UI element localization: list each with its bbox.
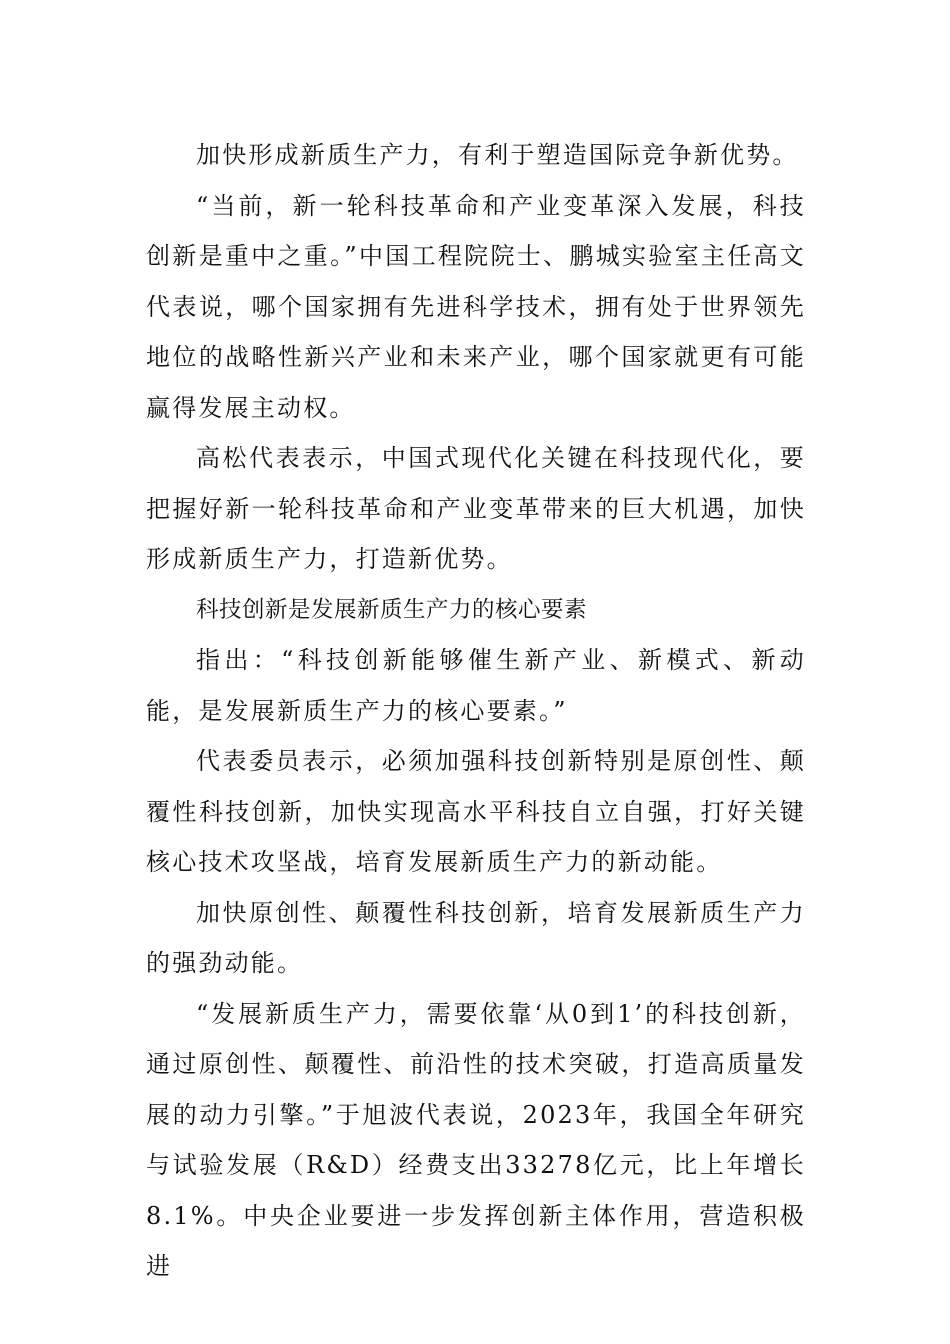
section-heading: 科技创新是发展新质生产力的核心要素 <box>196 596 588 623</box>
paragraph-gao-song-statement: 高松代表表示，中国式现代化关键在科技现代化，要把握好新一轮科技革命和产业变革带来的巨大机遇，加快形成新质生产力，打造新优势。 <box>146 444 806 573</box>
document-body <box>146 130 806 1292</box>
paragraph-yu-xubo-quote: “发展新质生产力，需要依靠‘从0到1’的科技创新，通过原创性、颠覆性、前沿性的技术突破，打造高质量发展的动力引擎。”于旭波代表说，2023年，我国全年研究与试验发展（R&D）经费支出33278亿元，比上年增长8.1%。中央企业要进一步发挥创新主体作用，营造积极进 <box>146 999 806 1280</box>
paragraph-gao-wen-quote: “当前，新一轮科技革命和产业变革深入发展，科技创新是重中之重。”中国工程院院士、鹏城实验室主任高文代表说，哪个国家拥有先进科学技术，拥有处于世界领先地位的战略性新兴产业和未来产业，哪个国家就更有可能赢得发展主动权。 <box>146 191 806 422</box>
paragraph-accelerate-innovation: 加快原创性、颠覆性科技创新，培育发展新质生产力的强劲动能。 <box>146 898 806 977</box>
paragraph-core-element-quote: 指出：“科技创新能够催生新产业、新模式、新动能，是发展新质生产力的核心要素。” <box>146 646 806 725</box>
paragraph-competitive-advantage: 加快形成新质生产力，有利于塑造国际竞争新优势。 <box>196 141 799 169</box>
paragraph-representatives-statement: 代表委员表示，必须加强科技创新特别是原创性、颠覆性科技创新，加快实现高水平科技自立自强，打好关键核心技术攻坚战，培育发展新质生产力的新动能。 <box>146 747 806 876</box>
